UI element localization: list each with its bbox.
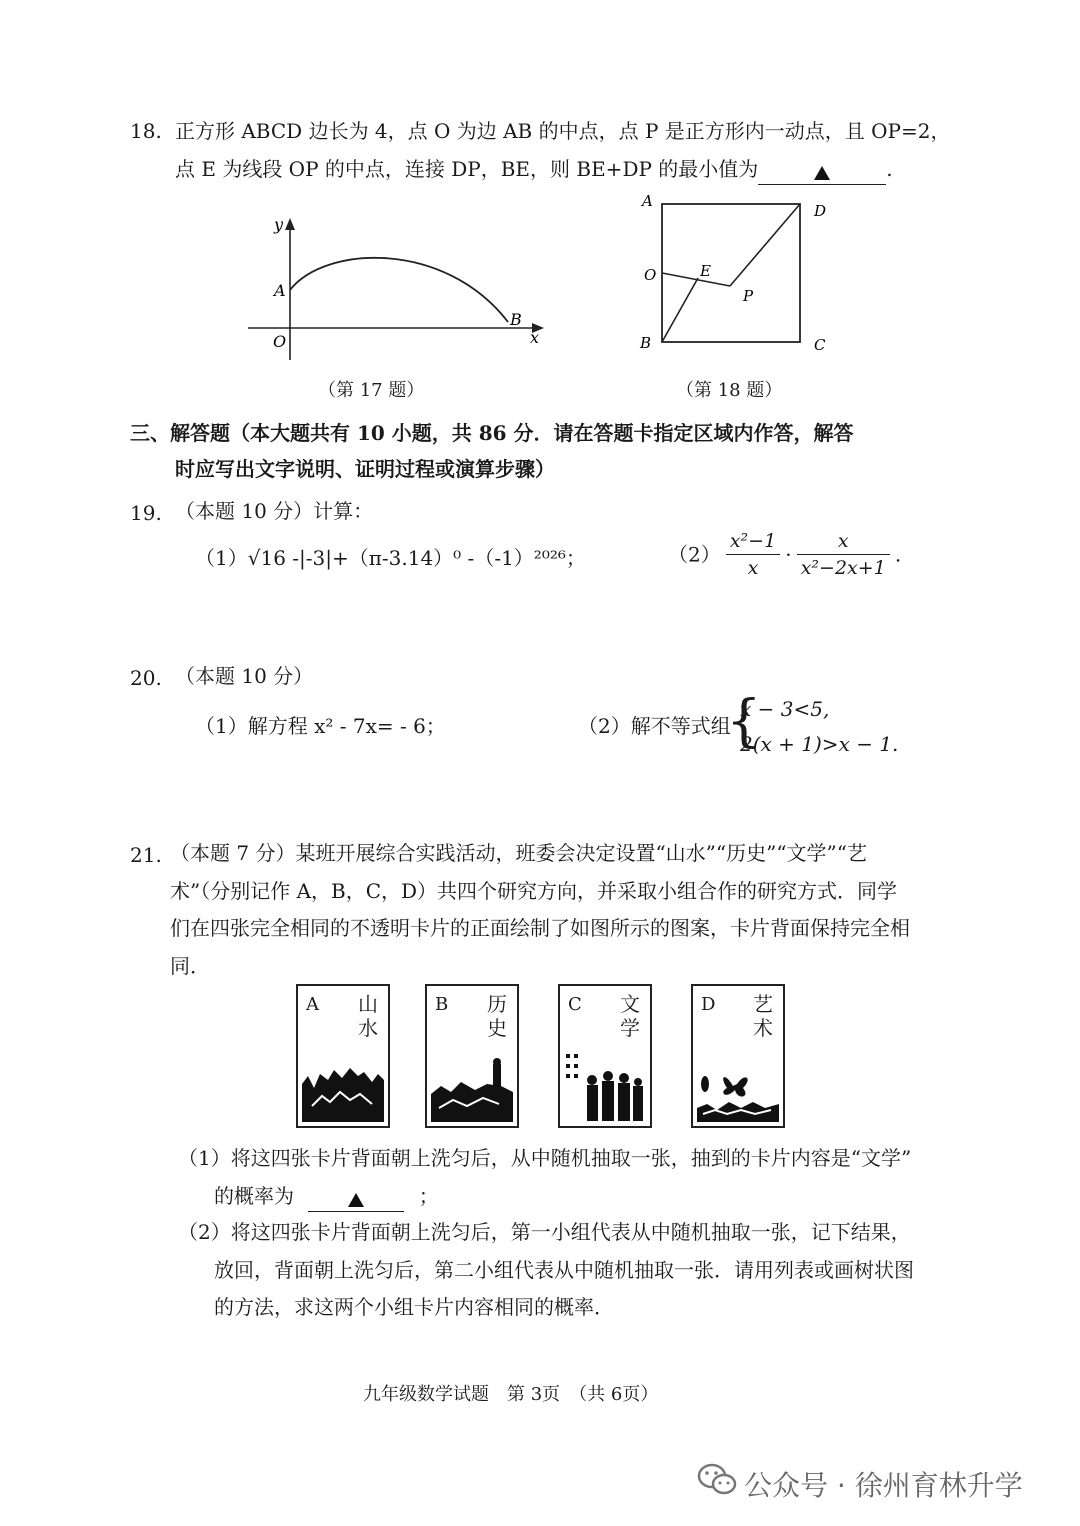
q19-part2 bbox=[668, 530, 901, 579]
card-d bbox=[691, 984, 785, 1128]
fig17-caption: （第 17 题） bbox=[318, 380, 425, 401]
card-c-label: 文学 bbox=[620, 992, 640, 1040]
fig18-c-label: C bbox=[814, 336, 826, 354]
wechat-icon bbox=[697, 1462, 737, 1498]
card-a bbox=[296, 984, 390, 1128]
card-c-letter: C bbox=[568, 994, 582, 1015]
landscape-illustration bbox=[302, 1066, 384, 1122]
q19-frac1-denominator: x bbox=[747, 557, 759, 579]
q21-answer-blank bbox=[308, 1187, 404, 1212]
q18-text-line2 bbox=[175, 159, 893, 185]
q21-line2: 术”（分别记作 A，B，C，D）共四个研究方向，并采取小组合作的研究方式．同学 bbox=[170, 879, 898, 903]
q20-number: 20. bbox=[130, 666, 162, 690]
card-b-label: 历史 bbox=[487, 992, 507, 1040]
q19-frac2-denominator: x²−2x+1 bbox=[800, 557, 886, 579]
q21-sub1-line2 bbox=[214, 1186, 439, 1212]
q19-fraction-2 bbox=[797, 530, 890, 579]
fig17-origin-label: O bbox=[273, 332, 287, 351]
q19-multiply-dot: · bbox=[785, 542, 792, 567]
q18-answer-blank bbox=[758, 160, 886, 185]
card-d-letter: D bbox=[701, 994, 716, 1015]
q21-sub2-line3: 的方法，求这两个小组卡片内容相同的概率． bbox=[214, 1295, 614, 1319]
q20-inequality-2: 2(x + 1)>x − 1. bbox=[740, 732, 899, 756]
q19-part2-label: （2） bbox=[668, 542, 721, 567]
art-illustration bbox=[697, 1062, 779, 1122]
card-b-letter: B bbox=[435, 994, 449, 1015]
q20-inequality-1: x − 3<5, bbox=[740, 697, 830, 721]
q21-number: 21. bbox=[130, 843, 162, 867]
fig18-b-label: B bbox=[640, 334, 652, 352]
triangle-icon bbox=[814, 166, 830, 180]
q20-part1: （1）解方程 x² - 7x= - 6； bbox=[195, 714, 446, 738]
section3-heading-line1: 三、解答题（本大题共有 10 小题，共 86 分．请在答题卡指定区域内作答，解答 bbox=[130, 421, 854, 445]
card-b bbox=[425, 984, 519, 1128]
card-a-letter: A bbox=[306, 994, 319, 1015]
fig18-d-label: D bbox=[814, 202, 827, 220]
history-illustration bbox=[431, 1058, 513, 1122]
triangle-icon bbox=[348, 1193, 364, 1207]
fig18-o-label: O bbox=[644, 266, 657, 284]
fig18-p-label: P bbox=[743, 287, 754, 305]
q19-frac1-numerator: x²−1 bbox=[726, 530, 780, 555]
page-footer: 九年级数学试题 第 3页 （共 6页） bbox=[363, 1384, 659, 1405]
q21-sub2-line1: （2）将这四张卡片背面朝上洗匀后，第一小组代表从中随机抽取一张，记下结果， bbox=[178, 1220, 911, 1244]
q19-number: 19. bbox=[130, 501, 162, 525]
fig18-e-label: E bbox=[700, 262, 711, 280]
q18-text-line1: 正方形 ABCD 边长为 4，点 O 为边 AB 的中点，点 P 是正方形内一动点，且 OP=2， bbox=[175, 119, 951, 143]
q21-line3: 们在四张完全相同的不透明卡片的正面绘制了如图所示的图案，卡片背面保持完全相 bbox=[170, 916, 910, 940]
figure-18-square bbox=[630, 190, 840, 360]
q19-header: （本题 10 分）计算： bbox=[175, 499, 374, 523]
q20-part2-label: （2）解不等式组 bbox=[578, 714, 731, 738]
fig17-point-a-label: A bbox=[274, 281, 286, 300]
fig17-point-b-label: B bbox=[510, 310, 522, 329]
card-c bbox=[558, 984, 652, 1128]
fig18-a-label: A bbox=[642, 192, 653, 210]
q19-frac2-numerator: x bbox=[797, 530, 890, 555]
q18-number: 18. bbox=[130, 119, 162, 143]
figure-17-graph bbox=[240, 210, 550, 370]
q20-header: （本题 10 分） bbox=[175, 664, 314, 688]
q21-sub1-line1: （1）将这四张卡片背面朝上洗匀后，从中随机抽取一张，抽到的卡片内容是“文学” bbox=[178, 1146, 912, 1170]
q20-brace: { bbox=[726, 689, 762, 754]
q19-part1: （1）√16 -|-3|+（π-3.14）⁰ -（-1）²⁰²⁶； bbox=[195, 546, 586, 570]
q18-line2-text: 点 E 为线段 OP 的中点，连接 DP，BE，则 BE+DP 的最小值为 bbox=[175, 157, 759, 181]
q19-fraction-1 bbox=[726, 530, 780, 579]
q21-sub1-end: ； bbox=[418, 1184, 439, 1208]
fig18-caption: （第 18 题） bbox=[676, 380, 783, 401]
q19-end: . bbox=[894, 542, 902, 567]
card-a-label: 山水 bbox=[358, 992, 378, 1040]
section3-heading-line2: 时应写出文字说明、证明过程或演算步骤） bbox=[175, 457, 555, 481]
q21-line4: 同． bbox=[170, 954, 210, 978]
q21-sub2-line2: 放回，背面朝上洗匀后，第二小组代表从中随机抽取一张．请用列表或画树状图 bbox=[214, 1258, 914, 1282]
card-d-label: 艺术 bbox=[753, 992, 773, 1040]
watermark-text: 公众号 · 徐州育林升学 bbox=[744, 1469, 1023, 1502]
fig17-x-label: x bbox=[530, 328, 540, 347]
literature-illustration bbox=[564, 1052, 646, 1122]
q18-end: . bbox=[886, 157, 893, 181]
q21-line1: （本题 7 分）某班开展综合实践活动，班委会决定设置“山水”“历史”“文学”“艺 bbox=[170, 841, 868, 865]
fig17-y-label: y bbox=[274, 215, 284, 234]
q21-sub1-text: 的概率为 bbox=[214, 1184, 294, 1208]
